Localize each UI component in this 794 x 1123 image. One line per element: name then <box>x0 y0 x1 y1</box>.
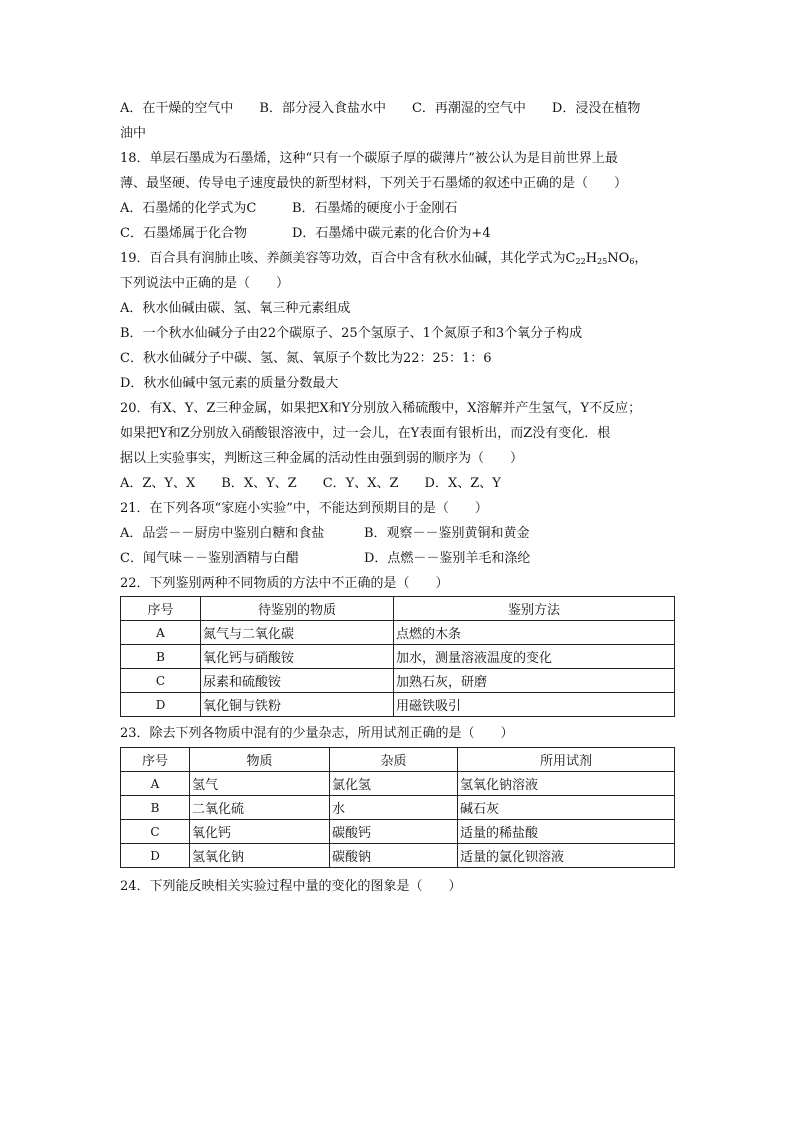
q18-options-row-1 <box>120 200 458 218</box>
q19-option-a: A．秋水仙碱由碳、氢、氧三种元素组成 <box>120 301 351 316</box>
table-cell: D <box>121 693 201 717</box>
q21-options-row-2 <box>120 550 530 568</box>
q21-option-d: D．点燃－－鉴别羊毛和涤纶 <box>364 551 531 566</box>
q17-options-line <box>120 100 640 118</box>
table-cell: 氮气与二氧化碳 <box>201 621 394 645</box>
q23-header-index: 序号 <box>121 748 190 772</box>
q23-stem: 23．除去下列各物质中混有的少量杂志，所用试剂正确的是（ ） <box>120 726 514 741</box>
q22-header-substances: 待鉴别的物质 <box>201 597 394 621</box>
q22-header-index: 序号 <box>121 597 201 621</box>
q20-option-d: D．X、Z、Y <box>424 476 501 491</box>
q23-header-reagent: 所用试剂 <box>458 748 675 772</box>
q18-stem-line-2: 薄、最坚硬、传导电子速度最快的新型材料，下列关于石墨烯的叙述中正确的是（ ） <box>120 176 628 191</box>
q19-stem-line-2: 下列说法中正确的是（ ） <box>120 276 290 291</box>
q17-option-d-continuation: 油中 <box>120 126 147 141</box>
q19-stem-line-1 <box>120 250 647 271</box>
table-row <box>121 645 675 669</box>
q19-option-b: B．一个秋水仙碱分子由22个碳原子、25个氢原子、1个氮原子和3个氧分子构成 <box>120 326 583 341</box>
table-cell: A <box>121 621 201 645</box>
q19-option-d: D．秋水仙碱中氢元素的质量分数最大 <box>120 376 339 391</box>
table-cell: 适量的氯化钡溶液 <box>458 844 675 868</box>
q20-options-line <box>120 475 501 493</box>
q19-formula-o-count: 6 <box>629 257 635 266</box>
table-cell: 氢氧化钠溶液 <box>458 772 675 796</box>
q20-stem-line-3: 据以上实验事实，判断这三种金属的活动性由强到弱的顺序为（ ） <box>120 451 524 466</box>
q19-formula-h: H <box>585 251 598 266</box>
q18-option-b: B．石墨烯的硬度小于金刚石 <box>292 201 458 216</box>
q18-option-d: D．石墨烯中碳元素的化合价为+4 <box>292 226 491 241</box>
q19-formula-c-count: 22 <box>575 257 586 266</box>
table-row <box>121 844 675 868</box>
table-cell: 氧化铜与铁粉 <box>201 693 394 717</box>
q24-stem: 24．下列能反映相关实验过程中量的变化的图象是（ ） <box>120 879 462 894</box>
table-cell: 适量的稀盐酸 <box>458 820 675 844</box>
q21-option-a: A．品尝－－厨房中鉴别白糖和食盐 <box>120 526 325 541</box>
q18-option-a: A．石墨烯的化学式为C <box>120 201 257 216</box>
table-row <box>121 796 675 820</box>
table-header-row <box>121 597 675 621</box>
q17-option-c: C．再潮湿的空气中 <box>411 101 526 116</box>
q18-option-c: C．石墨烯属于化合物 <box>120 226 247 241</box>
q21-stem: 21．在下列各项“家庭小实验”中，不能达到预期目的是（ ） <box>120 501 488 516</box>
table-cell: B <box>121 645 201 669</box>
q18-options-row-2 <box>120 225 491 243</box>
table-cell: 氢气 <box>190 772 330 796</box>
table-cell: 碳酸钠 <box>330 844 458 868</box>
q22-stem: 22．下列鉴别两种不同物质的方法中不正确的是（ ） <box>120 576 449 591</box>
table-cell: C <box>121 820 190 844</box>
table-cell: 氢氧化钠 <box>190 844 330 868</box>
q19-formula-no: NO <box>607 251 630 266</box>
table-cell: D <box>121 844 190 868</box>
table-row <box>121 693 675 717</box>
table-cell: B <box>121 796 190 820</box>
q19-option-c: C．秋水仙碱分子中碳、氢、氮、氧原子个数比为22：25：1：6 <box>120 351 492 366</box>
table-cell: 氧化钙与硝酸铵 <box>201 645 394 669</box>
table-cell: 碳酸钙 <box>330 820 458 844</box>
table-row <box>121 621 675 645</box>
table-row <box>121 669 675 693</box>
table-header-row <box>121 748 675 772</box>
q22-table <box>120 596 675 717</box>
table-row <box>121 772 675 796</box>
q19-stem-suffix: ， <box>634 251 648 266</box>
q18-stem-line-1: 18．单层石墨成为石墨烯，这种“只有一个碳原子厚的碳薄片”被公认为是目前世界上最 <box>120 151 618 166</box>
q19-stem-prefix: 19．百合具有润肺止咳、养颜美容等功效，百合中含有秋水仙碱，其化学式为C <box>120 251 576 266</box>
table-cell: 加水，测量溶液温度的变化 <box>394 645 675 669</box>
table-cell: 氯化氢 <box>330 772 458 796</box>
q20-stem-line-1: 20．有X、Y、Z三种金属，如果把X和Y分别放入稀硫酸中，X溶解并产生氢气，Y不反应； <box>120 401 642 416</box>
table-cell: 点燃的木条 <box>394 621 675 645</box>
q19-formula-h-count: 25 <box>597 257 608 266</box>
table-cell: 氧化钙 <box>190 820 330 844</box>
table-cell: A <box>121 772 190 796</box>
q22-header-method: 鉴别方法 <box>394 597 675 621</box>
q23-header-substance: 物质 <box>190 748 330 772</box>
q20-option-a: A．Z、Y、X <box>120 476 196 491</box>
q17-option-b: B．部分浸入食盐水中 <box>259 101 386 116</box>
q23-table <box>120 747 675 868</box>
q20-stem-line-2: 如果把Y和Z分别放入硝酸银溶液中，过一会儿，在Y表面有银析出，而Z没有变化．根 <box>120 426 611 441</box>
q23-header-impurity: 杂质 <box>330 748 458 772</box>
table-cell: 加熟石灰，研磨 <box>394 669 675 693</box>
q21-options-row-1 <box>120 525 530 543</box>
table-cell: 用磁铁吸引 <box>394 693 675 717</box>
table-row <box>121 820 675 844</box>
q21-option-c: C．闻气味－－鉴别酒精与白醋 <box>120 551 299 566</box>
table-cell: C <box>121 669 201 693</box>
q20-option-c: C．Y、X、Z <box>322 476 399 491</box>
q17-option-d: D．浸没在植物 <box>551 101 641 116</box>
q21-option-b: B．观察－－鉴别黄铜和黄金 <box>364 526 530 541</box>
q17-option-a: A．在干燥的空气中 <box>120 101 234 116</box>
q20-option-b: B．X、Y、Z <box>221 476 297 491</box>
table-cell: 水 <box>330 796 458 820</box>
table-cell: 碱石灰 <box>458 796 675 820</box>
table-cell: 尿素和硫酸铵 <box>201 669 394 693</box>
table-cell: 二氧化硫 <box>190 796 330 820</box>
